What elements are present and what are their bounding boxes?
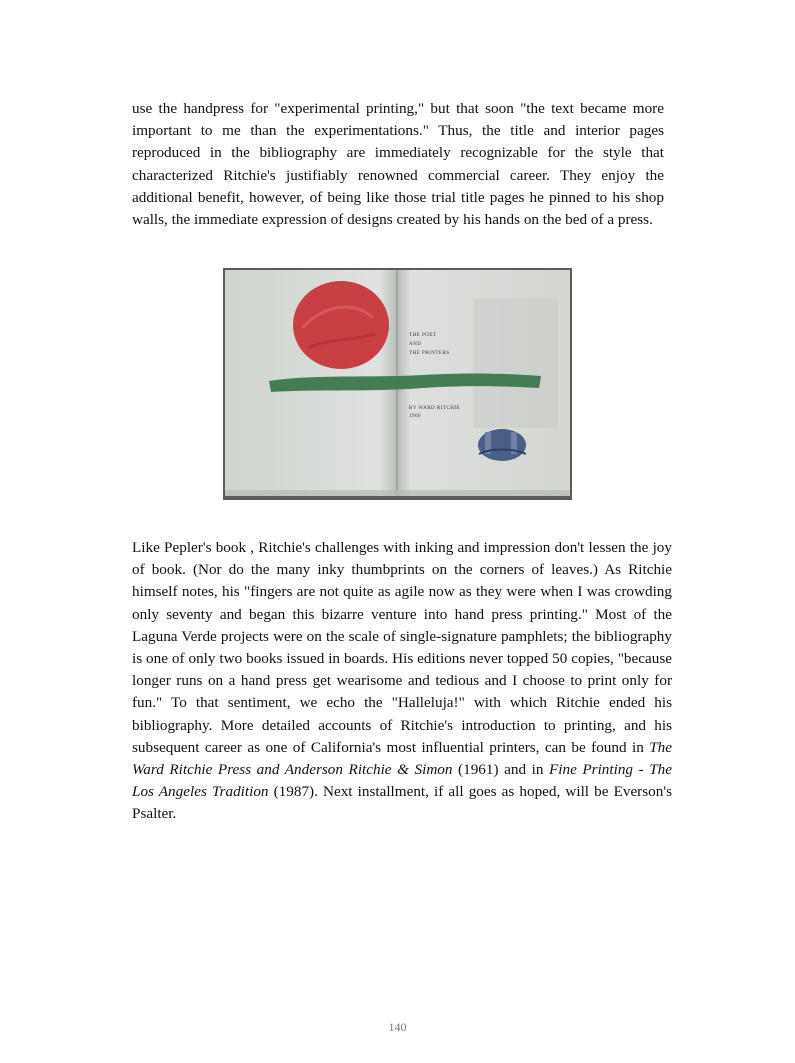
body-paragraph-1: use the handpress for "experimental printing," but that soon "the text became more important to me than the experimentations." Thus, the title and interior pages reproduced in the bibliography are immediately recognizable for the style that characterized Ritchie's justifiably renowned commercial career. They enjoy the additional benefit, however, of being like those trial title pages he pinned to his shop walls, the immediate expression of designs created by his hands on the bed of a press. (132, 100, 664, 229)
page-number: 140 (388, 1020, 407, 1034)
book-author-line-2: 1966 (409, 414, 421, 419)
paragraph-2-text-a: Like Pepler's book , Ritchie's challenges with inking and impression don't lessen the joy of book. (Nor do the many inky thumbprints on the corners of leaves.) As Ritchie himself notes, his "fingers are not quite as agile now as they were when I was crowding only seventy and began this bizarre venture into hand press printing." Most of the Laguna Verde projects were on the scale of single-signature pamphlets; the bibliography is one of only two books issued in boards. His editions never topped 50 copies, "because longer runs on a hand press get wearisome and tedious and I choose to print only for fun." To that sentiment, we echo the "Halleluja!" with which Ritchie ended his bibliography. More detailed accounts of Ritchie's introduction to printing, and his subsequent career as one of California's most influential printers, can be found in (132, 539, 672, 756)
blue-printer-mark (478, 429, 526, 461)
book-photo (223, 268, 572, 500)
paragraph-2-text-b: (1961) and in (452, 761, 549, 779)
book-author-line-1: BY WARD RITCHIE (409, 406, 461, 411)
paragraph-2-text-c: (1987). Next installment, if all goes as hoped, will be Everson's Psalter. (132, 783, 672, 823)
book-title-line-2: AND (409, 342, 422, 347)
body-paragraph-2 (132, 537, 672, 826)
book-title-line-1: THE POET (409, 333, 437, 338)
book-title-line-3: THE PRINTERS (409, 351, 450, 356)
book-title-ward-ritchie-press: The Ward Ritchie Press and Anderson Ritchie & Simon (132, 738, 672, 779)
open-book-illustration (223, 268, 572, 500)
book-title-fine-printing: Fine Printing - The Los Angeles Tradition (132, 761, 672, 801)
red-circle-mark (293, 281, 389, 369)
